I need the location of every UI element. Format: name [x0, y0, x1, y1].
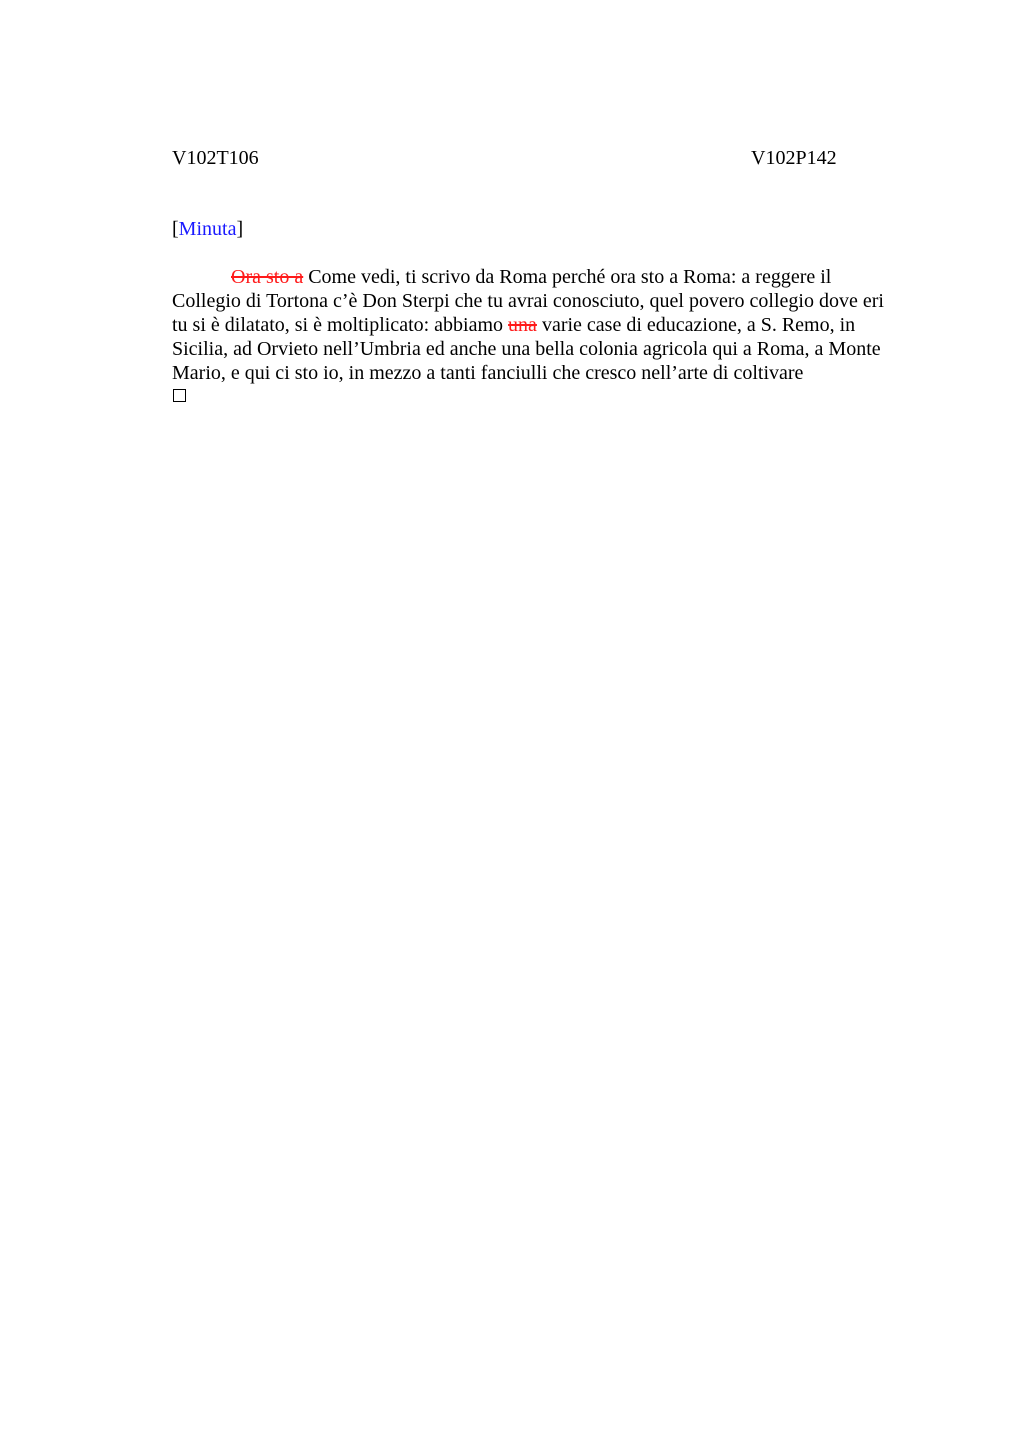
empty-square-icon — [173, 389, 186, 402]
document-code-left: V102T106 — [172, 147, 259, 169]
paragraph-line — [172, 265, 917, 289]
minuta-label — [172, 217, 243, 241]
line-text: varie case di educazione, a S. Remo, in — [536, 314, 856, 336]
letter-paragraph — [172, 265, 917, 385]
line-text: tu si è dilatato, si è moltiplicato: abbiamo — [172, 314, 509, 336]
deleted-text: una — [508, 314, 537, 336]
open-bracket: [ — [172, 218, 179, 240]
minuta-text: Minuta — [178, 218, 237, 240]
deleted-text: Ora sto a — [231, 266, 304, 288]
paragraph-line: Mario, e qui ci sto io, in mezzo a tanti fanciulli che cresco nell’arte di coltivare — [172, 362, 804, 384]
paragraph-line: Collegio di Tortona c’è Don Sterpi che tu avrai conosciuto, quel povero collegio dove eri — [172, 290, 884, 312]
document-code-right: V102P142 — [751, 147, 837, 169]
line-text: Come vedi, ti scrivo da Roma perché ora sto a Roma: a reggere il — [303, 266, 832, 288]
paragraph-line — [172, 313, 917, 337]
paragraph-line: Sicilia, ad Orvieto nell’Umbria ed anche una bella colonia agricola qui a Roma, a Monte — [172, 338, 881, 360]
close-bracket: ] — [236, 218, 244, 240]
